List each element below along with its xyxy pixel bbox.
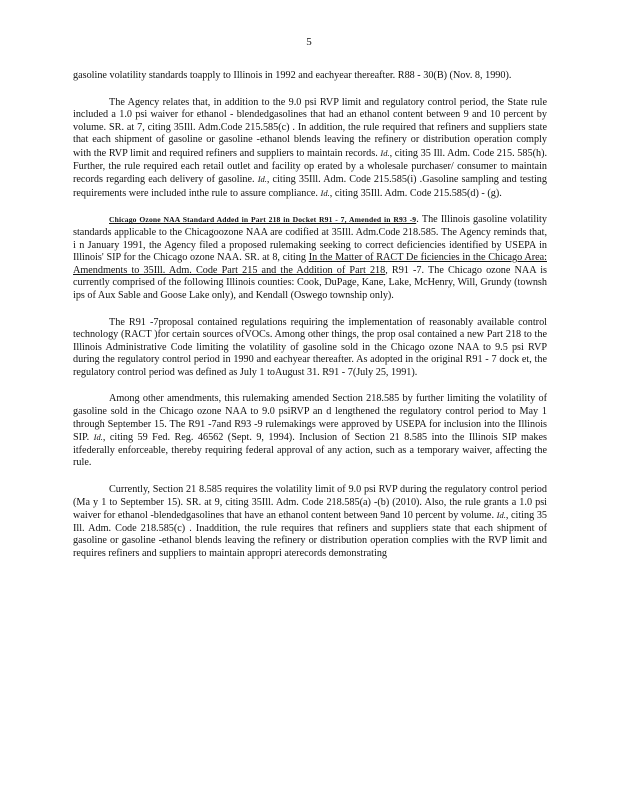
paragraph-6-text: Currently, Section 21 8.585 requires the volatility limit of 9.0 psi RVP during the regulatory control period (Ma y 1 to September 15). SR. at 9, citing 35Ill. Adm. Code 218.585(a) -(b) (2010). Also, the rule grants a 1.0 psi waiver for ethanol -blendedgasolines that have an ethanol content between 9and 10 percent by volume. (73, 484, 547, 522)
paragraph-2-text-b: , citing 35 Ill. Adm. Code 215. 585(h). Further, the rule required each retail outlet and facility op erated by a wholesale purchaser/ consumer to maintain records regarding each delivery of gasoline. (73, 147, 548, 186)
id-citation: Id. (257, 174, 267, 185)
paragraph-4-text: The R91 -7proposal contained regulations requiring the implementation of reasonably available control technology (RACT )for certain sources ofVOCs. Among other things, the prop osal contained a new Part 218 to the Illinois Administrative Code limiting the volatility of gasoline sold in the Chicago ozone NAA to 9.5 psi RVP during the regulatory control period in 1990 and eachyear thereafter. As adopted in the original R91 - 7 dock et, the regulatory control period was defined as July 1 toAugust 31. R91 - 7(July 25, 1991). (73, 316, 547, 378)
section-heading: Chicago Ozone NAA Standard Added in Part 218 in Docket R91 - 7, Amended in R93 -9 (109, 215, 417, 225)
paragraph-6 (73, 484, 547, 561)
paragraph-5-text: Among other amendments, this rulemaking amended Section 218.585 by further limiting the volatility of gasoline sold in the Chicago ozone NAA to 9.0 psiRVP an d lengthened the regulatory control period to May 1 through September 15. The R91 -7and R93 -9 rulemakings were approved by USEPA for inclusion into the Illinois SIP. (73, 393, 547, 444)
document-body (73, 70, 547, 575)
id-citation: Id. (496, 510, 506, 521)
case-citation: In the Matter of RACT De ficiencies in the Chicago Area: Amendments to 35Ill. Adm. Code Part 215 and the Addition of Part 218 (73, 252, 547, 276)
paragraph-2-text: The Agency relates that, in addition to the 9.0 psi RVP limit and regulatory control period, the State rule included a 1.0 psi waiver for ethanol - blendedgasolines that had an ethanol content between 9 and 10 percent by volume. SR. at 7, citing 35Ill. Adm.Code 215.585(c) . In addition, the rule required that refiners and suppliers state that each shipment of gasoline or gasoline -ethanol blends leaving the refinery or distribution operation comply with the RVP limit and required refiners and suppliers to maintain records. (73, 96, 547, 159)
paragraph-6-text-b: , citing 35 Ill. Adm. Code 218.585(c) . Inaddition, the rule requires that refiners and suppliers state that each shipment of gasoline or gasoline -ethanol blends leaving the refinery or distribution operation complies with the RVP limit and requires refiners and suppliers to maintain appropri aterecords demonstrating (73, 510, 548, 559)
id-citation: Id. (380, 147, 390, 158)
paragraph-1-text: gasoline volatility standards toapply to Illinois in 1992 and eachyear thereafter. R88 - 30(B) (Nov. 8, 1990). (73, 70, 512, 81)
paragraph-5-text-b: , citing 59 Fed. Reg. 46562 (Sept. 9, 1994). Inclusion of Section 21 8.585 into the Illinois SIP makes itfederally enforceable, thereby requiring federal approval of any action, such as a temporary waiver, affecting the rule. (73, 432, 548, 469)
paragraph-3-text: . The Illinois gasoline volatility standards applicable to the Chicagoozone NAA are codified at 35Ill. Adm.Code 218.585. The Agency reminds that, i n January 1991, the Agency filed a proposed rulemaking seeking to correct deficiencies identified by USEPA in Illinois' SIP for the Chicago ozone NAA. SR. at 8, citing (73, 214, 547, 264)
id-citation: Id. (320, 187, 330, 198)
paragraph-2-text-d: , citing 35Ill. Adm. Code 215.585(d) - (g). (329, 187, 502, 199)
paragraph-5 (73, 393, 547, 470)
paragraph-1 (73, 70, 547, 83)
page-number: 5 (306, 36, 312, 48)
paragraph-4 (73, 317, 547, 380)
paragraph-3 (73, 214, 547, 302)
paragraph-2 (73, 97, 547, 201)
paragraph-2-text-c: , citing 35Ill. Adm. Code 215.585(i) .Gasoline sampling and testing requirements were included inthe rule to assure compliance. (73, 174, 547, 199)
paragraph-3-text-b: , R91 -7. The Chicago ozone NAA is currently comprised of the following Illinois counties: Cook, DuPage, Kane, Lake, McHenry, Will, Grundy (townsh ips of Aux Sable and Goose Lake only), and Kendall (Oswego township only). (73, 264, 547, 301)
id-citation: Id. (93, 432, 103, 443)
